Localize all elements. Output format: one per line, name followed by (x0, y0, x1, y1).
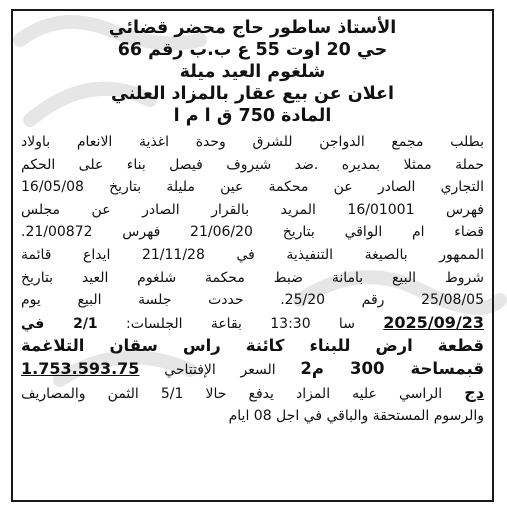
body-line-price (21, 358, 484, 382)
lawyer-name: الأستاذ ساطور حاج محضر قضائي (108, 18, 397, 38)
body-line-session (21, 312, 484, 336)
notice-title: اعلان عن بيع عقار بالمزاد العلني (111, 84, 394, 104)
session-time: سا 13:30 بقاعة الجلسات: (126, 315, 355, 332)
opening-price: 1.753.593.75 (21, 358, 140, 378)
body-line: شروط البيع بامانة ضبط محكمة شلغوم العيد بتاريخ (21, 269, 484, 286)
opening-price-label: السعر الإفتتاحي (164, 361, 276, 378)
currency-dj: دج (464, 382, 484, 402)
payment-terms: الراسي عليه المزاد يدفع حالا 5/1 الثمن والمصاريف (21, 385, 443, 402)
property-share: 2/1 في (21, 315, 98, 332)
legal-article: المادة 750 ق ا م ا (173, 106, 332, 126)
body-line: قضاء ام الواقي بتاريخ 21/06/20 فهرس 21/00872. (21, 224, 484, 241)
office-address: حي 20 اوت 55 ع ب.ب رقم 66 (117, 40, 388, 60)
property-area: قبمساحة 300 م2 (300, 358, 484, 378)
body-line-payment (21, 382, 484, 406)
office-city: شلغوم العيد ميلة (179, 62, 326, 82)
session-date: 2025/09/23 (383, 312, 484, 332)
auction-notice (11, 9, 494, 502)
body-line: بطلب مجمع الدواجن للشرق وحدة اغذية الانعام باولاد (21, 134, 484, 150)
body-line: 25/08/05 رقم 25/20. حددت جلسة البيع يوم (21, 292, 484, 309)
body-line: حملة ممثلا بمديره .ضد شيروف فيصل بناء على الحكم (21, 156, 484, 173)
body-line: التجاري الصادر عن محكمة عين مليلة بتاريخ 16/05/08 (21, 179, 484, 196)
body-line-last: والرسوم المستحقة والباقي في اجل 08 ايام (228, 408, 484, 425)
body-line: فهرس 16/01001 المريد بالقرار الصادر عن مجلس (21, 201, 484, 218)
body-line: الممهور بالصيغة التنفيذية في 21/11/28 ايداع قائمة (21, 246, 484, 263)
property-description: قطعة ارض للبناء كائنة راس سقان التلاغمة (21, 336, 484, 356)
notice-body (21, 131, 484, 428)
